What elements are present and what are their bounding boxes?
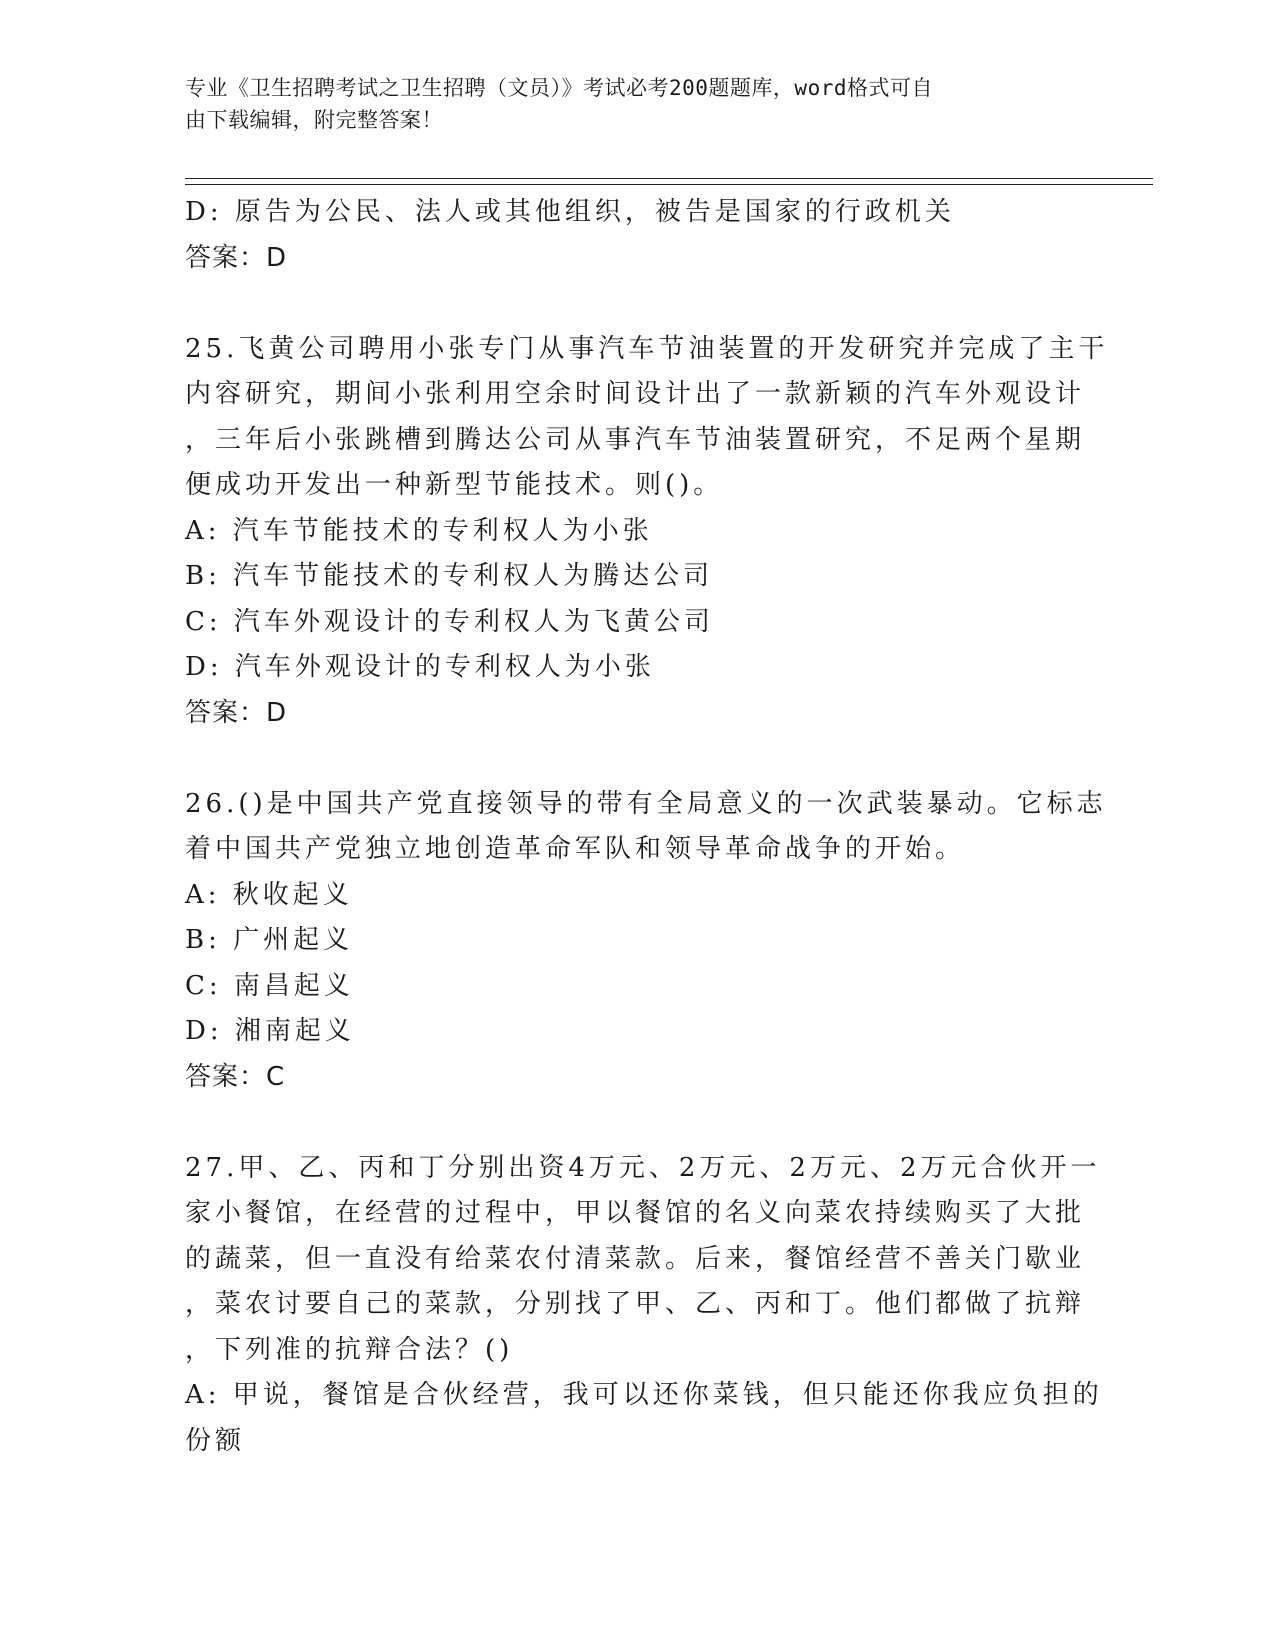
option-c: C: 南昌起义 (185, 970, 354, 1001)
option-c: C: 汽车外观设计的专利权人为飞黄公司 (185, 606, 714, 637)
header-line: 由下载编辑，附完整答案！ (185, 108, 443, 132)
question-stem-line: 着中国共产党独立地创造革命军队和领导革命战争的开始。 (185, 834, 966, 864)
answer-line: 答案：D (185, 242, 288, 273)
question-24-tail (185, 190, 1085, 281)
option-a-continuation: 份额 (185, 1425, 246, 1456)
option-b: B: 汽车节能技术的专利权人为腾达公司 (185, 561, 714, 591)
question-stem-line: 家小餐馆，在经营的过程中，甲以餐馆的名义向菜农持续购买了大批 (185, 1198, 1086, 1228)
question-spacer (185, 736, 1085, 782)
question-stem-line: 的蔬菜，但一直没有给菜农付清菜款。后来，餐馆经营不善关门歇业 (185, 1243, 1086, 1274)
option-a: A: 秋收起义 (185, 879, 353, 910)
question-stem-line: ，三年后小张跳槽到腾达公司从事汽车节油装置研究，不足两个星期 (185, 424, 1086, 455)
question-27 (185, 1146, 1103, 1465)
header-divider-bottom (185, 184, 1153, 185)
option-d: D: 原告为公民、法人或其他组织，被告是国家的行政机关 (185, 197, 955, 227)
option-b: B: 广州起义 (185, 925, 354, 955)
question-stem-line: ，菜农讨要自己的菜款，分别找了甲、乙、丙和丁。他们都做了抗辩 (185, 1289, 1086, 1319)
option-d: D: 汽车外观设计的专利权人为小张 (185, 652, 655, 682)
option-d: D: 湘南起义 (185, 1016, 355, 1046)
question-stem-line: 25.飞黄公司聘用小张专门从事汽车节油装置的开发研究并完成了主干 (185, 333, 1109, 364)
question-25 (185, 327, 1109, 737)
header-divider-top (185, 178, 1153, 179)
question-spacer (185, 1100, 1085, 1146)
question-stem-line: 26.()是中国共产党直接领导的带有全局意义的一次武装暴动。它标志 (185, 788, 1107, 819)
question-stem-line: ，下列准的抗辩合法？() (185, 1334, 514, 1365)
option-a: A: 汽车节能技术的专利权人为小张 (185, 515, 653, 546)
question-stem-line: 便成功开发出一种新型节能技术。则()。 (185, 470, 724, 500)
answer-line: 答案：D (185, 697, 288, 728)
answer-line: 答案：C (185, 1061, 286, 1092)
question-stem-line: 27.甲、乙、丙和丁分别出资4万元、2万元、2万元、2万元合伙开一 (185, 1152, 1101, 1183)
question-stem-line: 内容研究，期间小张利用空余时间设计出了一款新颖的汽车外观设计 (185, 379, 1086, 409)
header-line: 专业《卫生招聘考试之卫生招聘（文员）》考试必考200题题库，word格式可自 (185, 76, 933, 100)
document-header (185, 72, 1065, 136)
question-spacer (185, 281, 1085, 327)
option-a: A: 甲说，餐馆是合伙经营，我可以还你菜钱，但只能还你我应负担的 (185, 1380, 1103, 1410)
question-list (185, 190, 1109, 1464)
question-26 (185, 782, 1107, 1101)
